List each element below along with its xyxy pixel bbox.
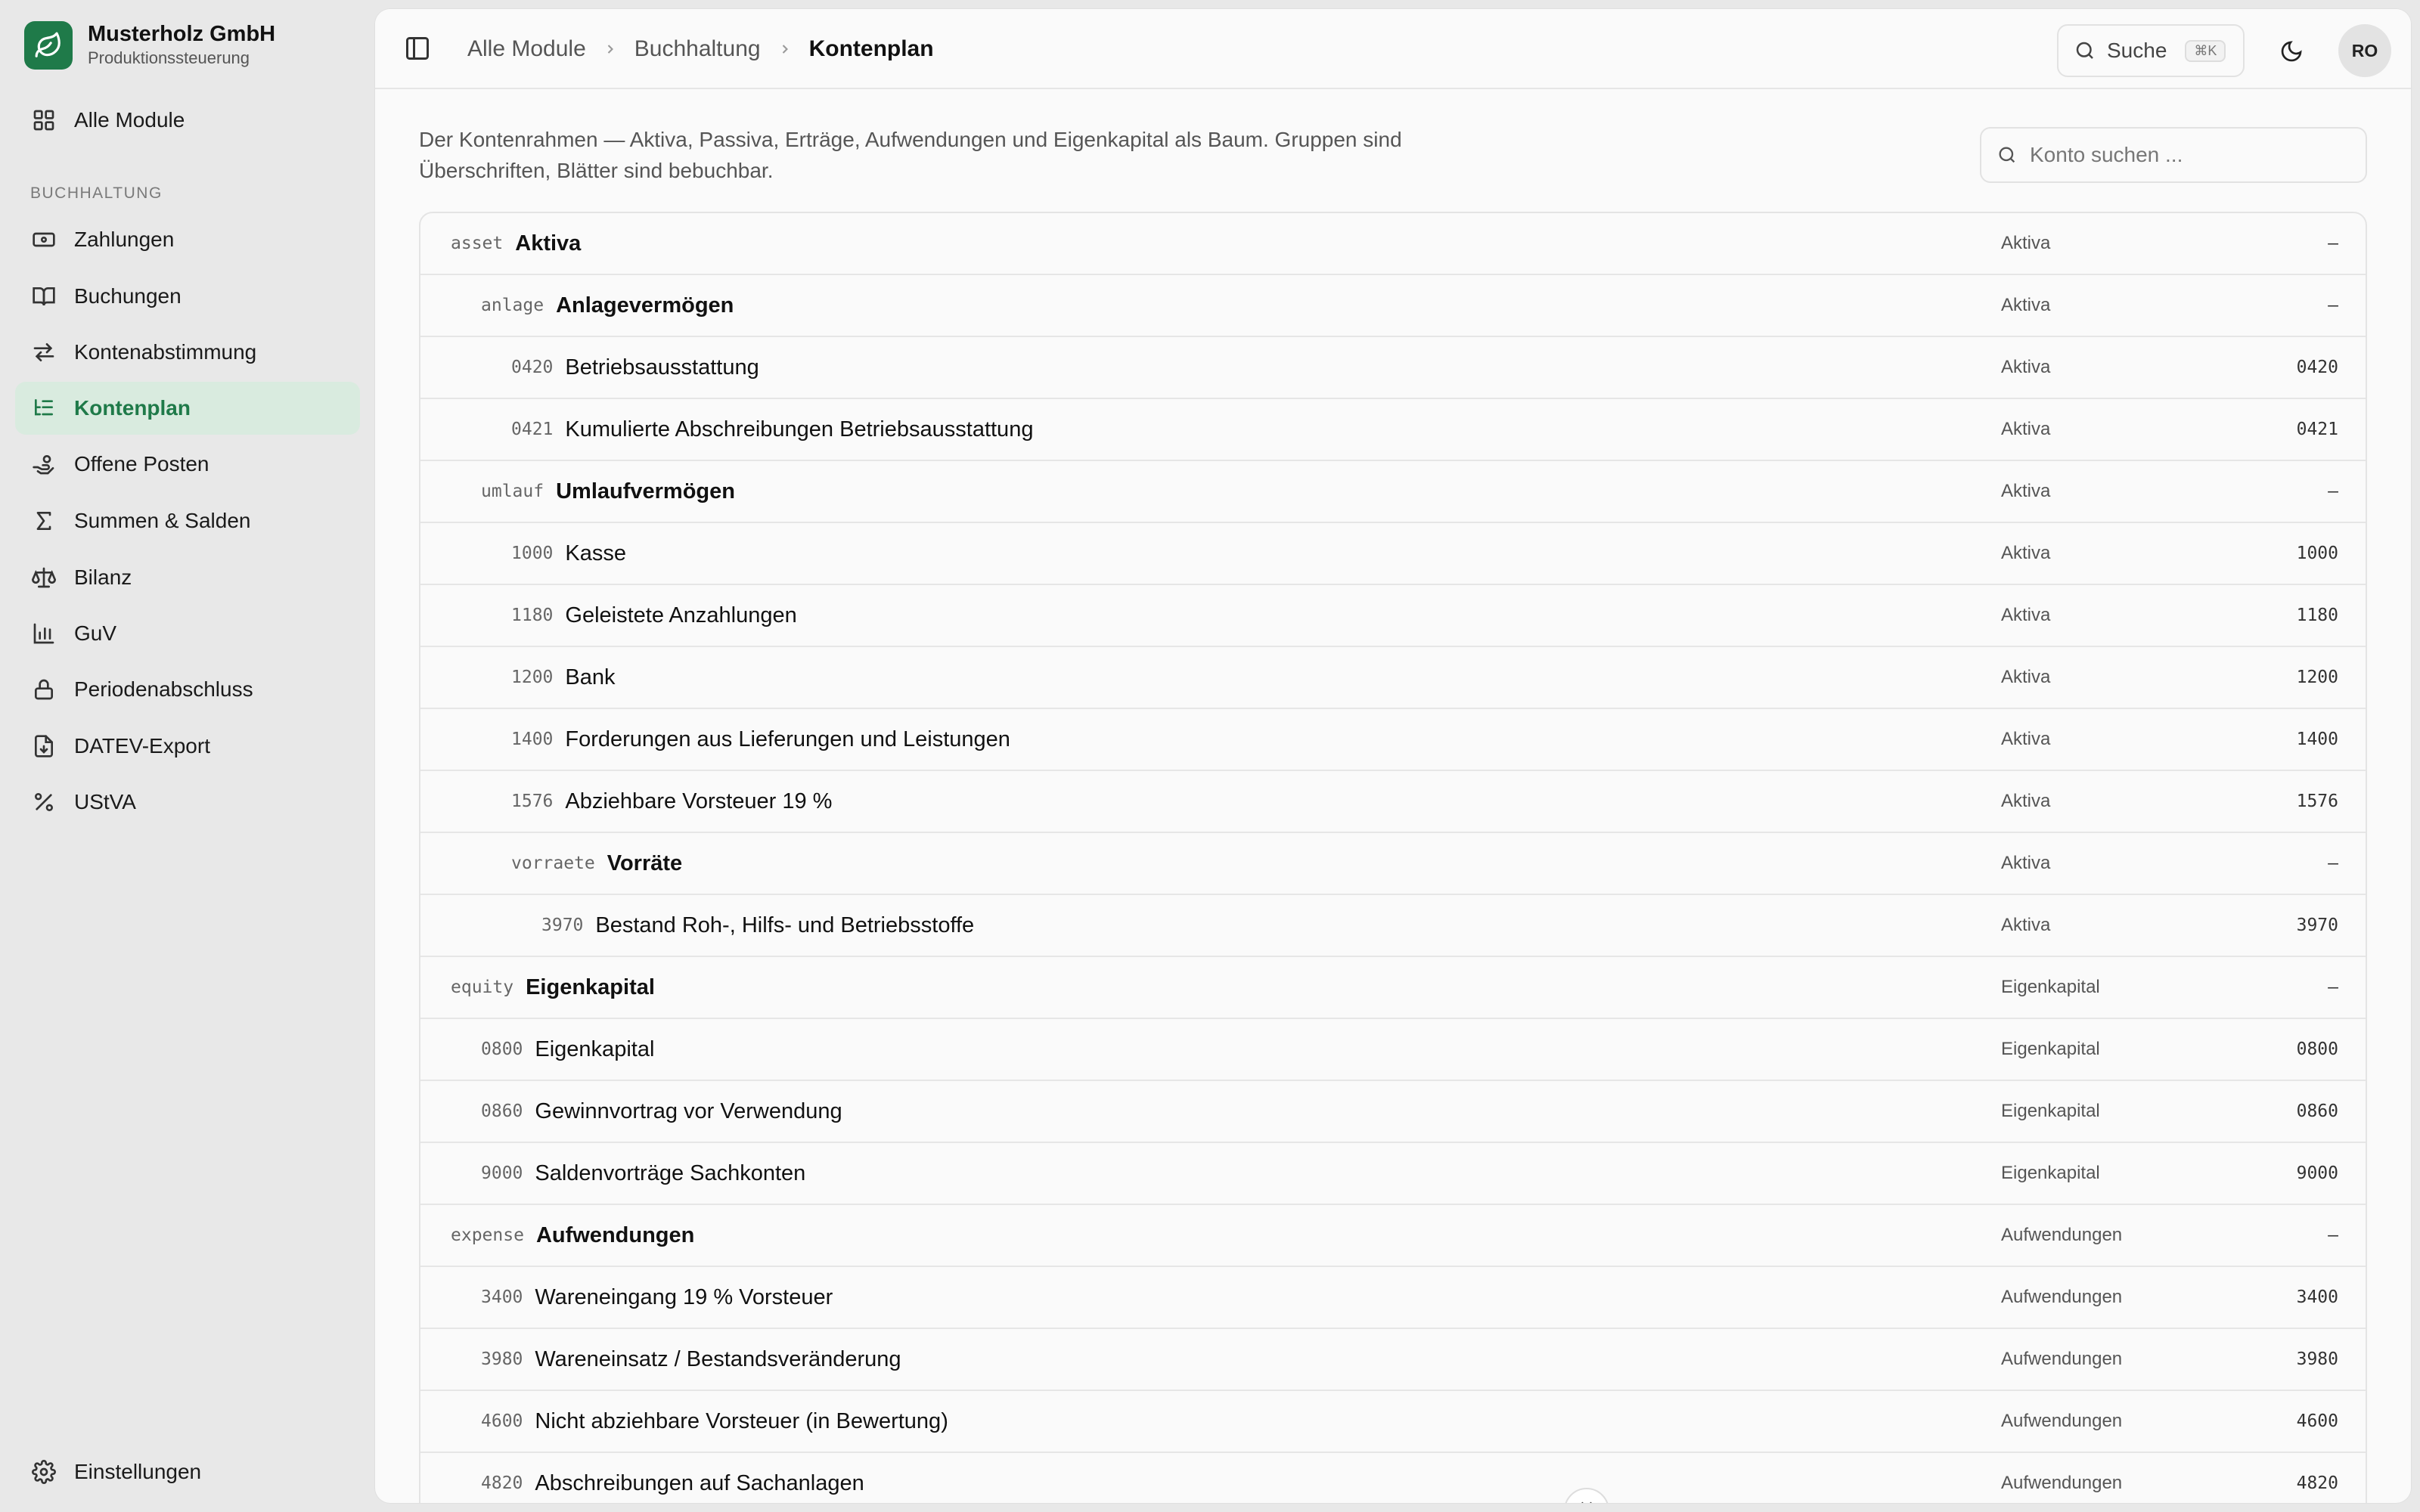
account-number: – [2328,978,2338,997]
account-code: 1180 [511,606,554,625]
nav-label: GuV [74,621,117,645]
account-type: Aktiva [2001,295,2051,315]
account-row[interactable] [420,1019,2367,1081]
sidebar-item-periodenabschluss[interactable] [15,663,360,716]
search-icon [2074,39,2096,62]
account-group-row[interactable] [420,1205,2367,1267]
nav-label: UStVA [74,790,136,813]
account-row[interactable] [420,1391,2367,1453]
account-number: 0860 [2296,1101,2338,1121]
search-shortcut: ⌘K [2185,40,2226,62]
account-name: Bank [565,665,616,689]
account-type: Aktiva [2001,605,2051,625]
account-number: – [2328,482,2338,501]
file-download-icon [30,733,57,760]
account-code: equity [451,978,514,997]
account-number: 0800 [2296,1040,2338,1059]
account-name: Saldenvorträge Sachkonten [535,1160,806,1185]
sidebar-item-datev-export[interactable] [15,720,360,773]
banknote-icon [30,226,57,253]
account-search-field[interactable] [1980,127,2367,183]
account-name: Umlaufvermögen [556,479,735,503]
account-name: Wareneingang 19 % Vorsteuer [535,1284,833,1309]
arrows-swap-icon [30,339,57,366]
chevron-right-icon [603,42,618,57]
account-type: Aktiva [2001,543,2051,563]
account-code: anlage [481,296,544,315]
account-name: Wareneinsatz / Bestandsveränderung [535,1346,901,1371]
account-code: umlauf [481,482,544,501]
account-code: 9000 [481,1163,523,1183]
account-type: Aufwendungen [2001,1225,2123,1245]
sidebar-item-ustva[interactable] [15,776,360,829]
account-name: Bestand Roh-, Hilfs- und Betriebsstoffe [595,912,975,937]
account-name: Vorräte [607,850,683,875]
chevron-right-icon [777,42,793,57]
account-row[interactable] [420,1267,2367,1329]
nav-label: Kontenabstimmung [74,340,257,364]
account-group-row[interactable] [420,833,2367,895]
sidebar-item-kontenabstimmung[interactable] [15,326,360,379]
account-type: Aufwendungen [2001,1473,2123,1493]
account-code: 3970 [541,916,584,935]
hand-coins-icon [30,451,57,478]
book-icon [30,283,57,310]
account-name: Abschreibungen auf Sachanlagen [535,1470,864,1495]
account-name: Geleistete Anzahlungen [565,603,797,627]
bar-chart-icon [30,620,57,647]
breadcrumb-all-modules[interactable]: Alle Module [467,36,586,61]
leaf-logo-icon [24,21,73,70]
sidebar-item-bilanz[interactable] [15,551,360,604]
tree-list-icon [30,395,57,422]
account-name: Eigenkapital [535,1036,655,1061]
account-name: Kumulierte Abschreibungen Betriebsausstattung [565,417,1034,442]
nav-all-modules[interactable] [15,94,360,147]
topbar [375,9,2411,89]
account-type: Aufwendungen [2001,1287,2123,1307]
account-name: Anlagevermögen [556,293,734,318]
account-type: Aktiva [2001,233,2051,253]
account-code: vorraete [511,854,595,873]
account-name: Abziehbare Vorsteuer 19 % [565,789,833,813]
sidebar-item-buchungen[interactable] [15,270,360,323]
sigma-icon [30,507,57,534]
account-row[interactable] [420,399,2367,461]
account-code: 1000 [511,544,554,563]
nav-label: Einstellungen [74,1460,202,1483]
breadcrumb-current: Kontenplan [808,36,934,61]
global-search-button[interactable] [2057,24,2245,77]
account-code: expense [451,1225,524,1245]
account-number: – [2328,854,2338,873]
moon-icon[interactable] [2275,35,2308,68]
percent-icon [30,789,57,816]
account-type: Aktiva [2001,791,2051,811]
account-type: Eigenkapital [2001,977,2100,997]
scale-icon [30,564,57,591]
search-label: Suche [2107,39,2167,62]
account-type: Aktiva [2001,481,2051,501]
account-type: Aktiva [2001,729,2051,749]
account-type: Aufwendungen [2001,1411,2123,1431]
nav-label: Kontenplan [74,396,191,420]
account-name: Kasse [565,541,626,565]
account-tree-table [419,212,2367,1503]
account-type: Aufwendungen [2001,1349,2123,1369]
account-number: 3970 [2296,916,2338,935]
account-number: 4820 [2296,1473,2338,1493]
account-type: Aktiva [2001,853,2051,873]
account-number: 1200 [2296,668,2338,687]
account-number: 1400 [2296,730,2338,749]
sidebar-item-einstellungen[interactable] [15,1445,360,1498]
account-number: 1576 [2296,792,2338,811]
nav-label: Offene Posten [74,452,209,476]
sidebar-item-summen-salden[interactable] [15,494,360,547]
account-type: Aktiva [2001,357,2051,377]
account-number: 4600 [2296,1411,2338,1431]
account-code: 1400 [511,730,554,749]
account-type: Eigenkapital [2001,1039,2100,1059]
account-group-row[interactable] [420,213,2367,275]
nav-label: DATEV-Export [74,734,210,758]
page-description: Der Kontenrahmen — Aktiva, Passiva, Erträge, Aufwendungen und Eigenkapital als Baum. Gruppen sind Überschriften, Blätter sind bebuchbar. [419,128,1402,182]
account-name: Forderungen aus Lieferungen und Leistungen [565,727,1010,751]
account-code: 0800 [481,1040,523,1059]
main-panel [375,9,2411,1503]
grid-icon [30,107,57,134]
account-group-row[interactable] [420,461,2367,523]
account-number: 1180 [2296,606,2338,625]
account-number: – [2328,1225,2338,1245]
account-type: Aktiva [2001,419,2051,439]
account-code: 4820 [481,1473,523,1493]
gear-icon [30,1458,57,1486]
search-icon [1996,144,2018,166]
account-code: 0420 [511,358,554,377]
lock-icon [30,676,57,703]
sidebar-item-guv[interactable] [15,607,360,660]
account-name: Aufwendungen [535,1222,695,1247]
sidebar [0,0,375,1512]
account-row[interactable] [420,585,2367,647]
nav-label: Zahlungen [74,228,175,251]
breadcrumb-buchhaltung[interactable]: Buchhaltung [634,36,761,61]
account-number: 1000 [2296,544,2338,563]
account-group-row[interactable] [420,957,2367,1019]
account-row[interactable] [420,1329,2367,1391]
account-row[interactable] [420,1453,2367,1503]
account-number: 3980 [2296,1349,2338,1369]
brand[interactable] [24,21,275,70]
account-code: 4600 [481,1411,523,1431]
sidebar-item-kontenplan[interactable] [15,382,360,435]
account-code: asset [451,234,504,253]
sidebar-toggle-icon[interactable] [404,35,434,65]
account-number: – [2328,296,2338,315]
account-code: 3400 [481,1287,523,1307]
account-row[interactable] [420,709,2367,771]
account-row[interactable] [420,647,2367,709]
account-row[interactable] [420,1081,2367,1143]
account-group-row[interactable] [420,275,2367,337]
sidebar-item-offene-posten[interactable] [15,438,360,491]
account-code: 3980 [481,1349,523,1369]
account-number: 0421 [2296,420,2338,439]
account-row[interactable] [420,523,2367,585]
account-type: Aktiva [2001,915,2051,935]
nav-section-label: BUCHHALTUNG [30,184,163,202]
account-row[interactable] [420,771,2367,833]
account-code: 0421 [511,420,554,439]
account-number: 0420 [2296,358,2338,377]
account-name: Aktiva [515,231,582,256]
account-name: Nicht abziehbare Vorsteuer (in Bewertung) [535,1408,948,1433]
company-name: Musterholz GmbH [88,22,276,46]
nav-label: Bilanz [74,565,132,589]
account-row[interactable] [420,337,2367,399]
account-number: 9000 [2296,1163,2338,1183]
account-number: – [2328,234,2338,253]
account-row[interactable] [420,895,2367,957]
account-name: Betriebsausstattung [565,355,759,380]
nav-label: Periodenabschluss [74,677,253,701]
account-name: Eigenkapital [526,974,655,999]
account-type: Aktiva [2001,667,2051,687]
account-code: 1576 [511,792,554,811]
sidebar-item-zahlungen[interactable] [15,213,360,266]
nav-label: Summen & Salden [74,509,251,532]
account-number: 3400 [2296,1287,2338,1307]
nav-label: Buchungen [74,284,182,308]
account-type: Eigenkapital [2001,1163,2100,1183]
breadcrumb [467,32,934,67]
account-code: 1200 [511,668,554,687]
account-type: Eigenkapital [2001,1101,2100,1121]
account-code: 0860 [481,1101,523,1121]
nav-label: Alle Module [74,108,185,132]
company-subtitle: Produktionssteuerung [88,48,250,67]
account-search-input[interactable] [2030,143,2355,167]
account-row[interactable] [420,1143,2367,1205]
account-name: Gewinnvortrag vor Verwendung [535,1098,842,1123]
avatar[interactable]: RO [2338,24,2391,77]
